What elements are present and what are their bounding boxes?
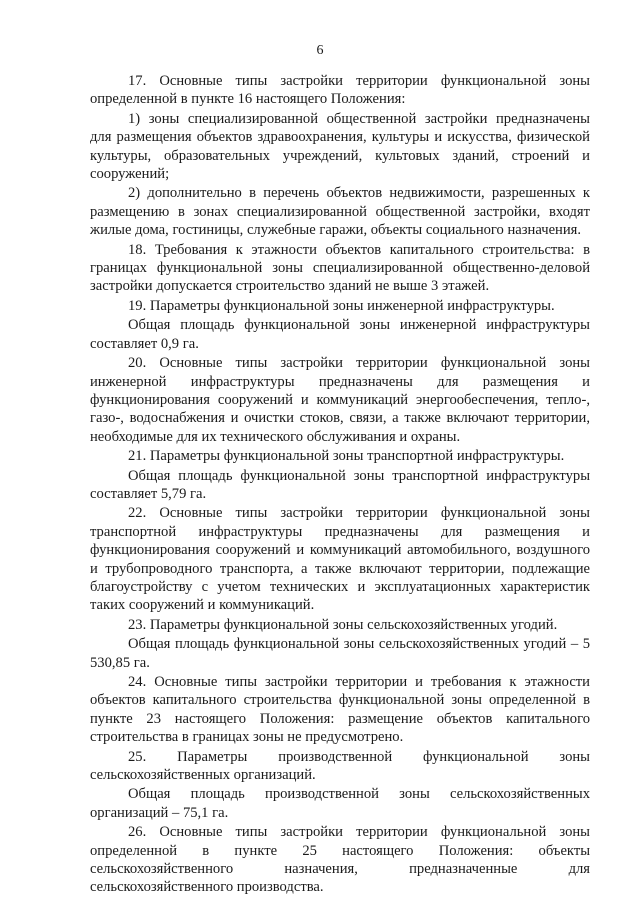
paragraph: Общая площадь функциональной зоны сельскохозяйственных угодий – 5 530,85 га. [90,636,590,671]
document-body [90,72,590,897]
paragraph: 20. Основные типы застройки территории функциональной зоны инженерной инфраструктуры предназначены для размещения и функционирования сооружений и коммуникаций энергообеспечения, тепло-, газо-, водоснабжения и очистки стоков, связи, а также включают территории, необходимые для их технического обслуживания и охраны. [90,355,590,445]
paragraph: 21. Параметры функциональной зоны транспортной инфраструктуры. [128,448,565,465]
paragraph: 22. Основные типы застройки территории функциональной зоны транспортной инфраструктуры предназначены для размещения и функционирования сооружений и коммуникаций автомобильного, воздушного и трубопроводного транспорта, а также включают территории, подлежащие благоустройству с учетом технических и эксплуатационных характеристик таких сооружений и коммуникаций. [90,505,590,614]
page-number: 6 [316,43,324,58]
paragraph: Общая площадь функциональной зоны инженерной инфраструктуры составляет 0,9 га. [90,317,590,352]
paragraph: 24. Основные типы застройки территории и требования к этажности объектов капитального строительства функциональной зоны определенной в пункте 23 настоящего Положения: размещение объектов капитального строительства в границах зоны не предусмотрено. [90,674,590,746]
paragraph: 2) дополнительно в перечень объектов недвижимости, разрешенных к размещению в зонах специализированной общественной застройки, входят жилые дома, гостиницы, служебные гаражи, объекты социального назначения. [90,185,590,239]
paragraph: 26. Основные типы застройки территории функциональной зоны определенной в пункте 25 настоящего Положения: объекты сельскохозяйственного назначения, предназначенные для сельскохозяйственного производства. [90,824,590,896]
paragraph: Общая площадь функциональной зоны транспортной инфраструктуры составляет 5,79 га. [90,467,590,502]
paragraph: 23. Параметры функциональной зоны сельскохозяйственных угодий. [128,616,558,633]
paragraph: Общая площадь производственной зоны сельскохозяйственных организаций – 75,1 га. [90,786,590,821]
paragraph: 25. Параметры производственной функциональной зоны сельскохозяйственных организаций. [90,748,590,784]
paragraph: 17. Основные типы застройки территории функциональной зоны определенной в пункте 16 настоящего Положения: [90,73,590,108]
paragraph: 18. Требования к этажности объектов капитального строительства: в границах функциональной зоны специализированной общественно-деловой застройки допускается строительство зданий не выше 3 этажей. [90,241,590,295]
paragraph: 19. Параметры функциональной зоны инженерной инфраструктуры. [128,297,555,314]
paragraph: 1) зоны специализированной общественной застройки предназначены для размещения объектов здравоохранения, культуры и искусства, физической культуры, образовательных учреждений, культовых зданий, строений и сооружений; [90,110,590,183]
